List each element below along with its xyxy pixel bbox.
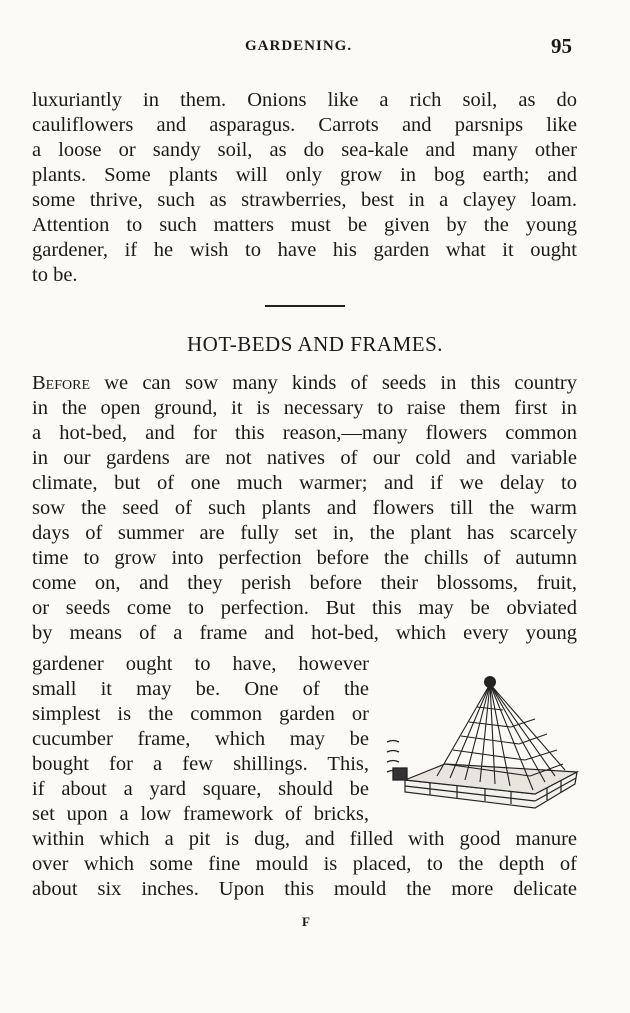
steam-marks [387,741,407,781]
paragraph-2-continued [32,827,577,902]
paragraph-1 [32,88,577,288]
text-line: cauliflowers and asparagus. Carrots and parsnips like [32,114,577,136]
text-line: in the open ground, it is necessary to raise them first in [32,397,577,419]
text-line: within which a pit is dug, and filled with good manure [32,828,577,850]
text-line: in our gardens are not natives of our cold and variable [32,447,577,469]
paragraph-2 [32,371,577,646]
text-line: or seeds come to perfection. But this may be obviated [32,597,577,619]
finial-knob [484,676,496,688]
text-line: time to grow into perfection before the chills of autumn [32,547,577,569]
text-line: come on, and they perish before their blossoms, fruit, [32,572,577,594]
text-line: plants. Some plants will only grow in bog earth; and [32,164,577,186]
paragraph-2-wrapped [32,652,369,827]
page-number: 95 [551,34,572,58]
text-line: a hot-bed, and for this reason,—many flowers common [32,422,577,444]
signature-mark: F [302,914,310,929]
text-line: by means of a frame and hot-bed, which every young [32,622,577,644]
text-line: to be. [32,264,78,286]
text-line: set upon a low framework of bricks, [32,803,369,825]
text-line: luxuriantly in them. Onions like a rich soil, as do [32,89,577,111]
text-line: sow the seed of such plants and flowers till the warm [32,497,577,519]
cucumber-frame-illustration [385,672,580,822]
text-line: gardener, if he wish to have his garden what it ought [32,239,577,261]
section-heading: HOT-BEDS AND FRAMES. [186,332,444,356]
text-line: days of summer are fully set in, the plant has scarcely [32,522,577,544]
text-line: gardener ought to have, however [32,653,369,675]
section-divider [265,305,345,307]
text-line: about six inches. Upon this mould the more delicate [32,878,577,900]
text-line: simplest is the common garden or [32,703,369,725]
first-line-rest: we can sow many kinds of seeds in this country [104,372,577,394]
text-line: cucumber frame, which may be [32,728,369,750]
text-line: small it may be. One of the [32,678,369,700]
drop-word: Before [32,372,91,394]
text-line: some thrive, such as strawberries, best in a clayey loam. [32,189,577,211]
text-line [32,371,577,396]
text-line: if about a yard square, should be [32,778,369,800]
text-line: a loose or sandy soil, as do sea-kale and many other [32,139,577,161]
running-head: GARDENING. [245,38,353,54]
text-line: bought for a few shillings. This, [32,753,369,775]
text-line: over which some fine mould is placed, to the depth of [32,853,577,875]
text-line: climate, but of one much warmer; and if we delay to [32,472,577,494]
text-line: Attention to such matters must be given by the young [32,214,577,236]
